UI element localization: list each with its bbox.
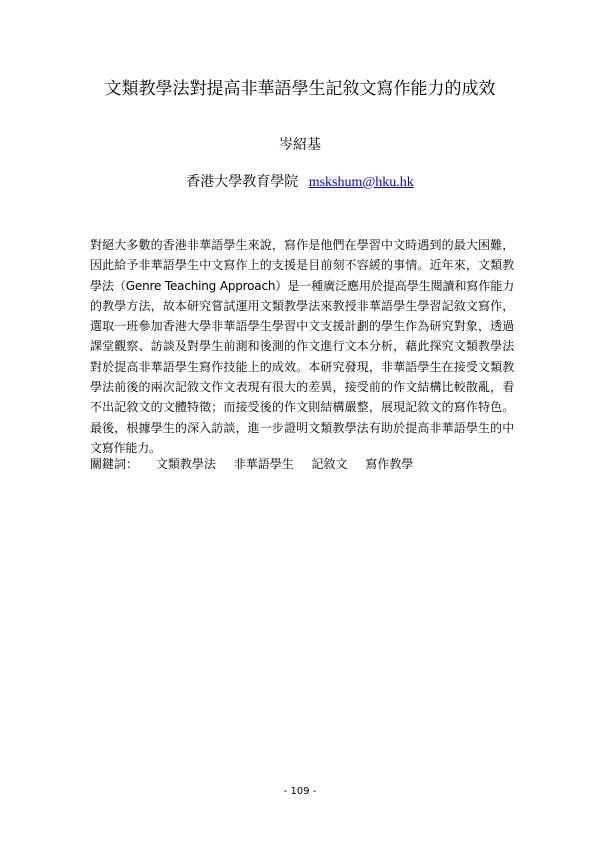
page-number: - 109 - xyxy=(283,786,317,797)
keyword-item: 寫作教學 xyxy=(365,457,414,471)
author-name: 岑紹基 xyxy=(279,137,321,153)
affiliation-line xyxy=(0,173,600,192)
keyword-item: 文類教學法 xyxy=(155,457,216,471)
email-link[interactable]: mskshum@hku.hk xyxy=(308,175,414,190)
keyword-item: 記敘文 xyxy=(311,457,348,471)
keyword-item: 非華語學生 xyxy=(233,457,294,471)
affiliation: 香港大學教育學院 xyxy=(186,174,299,190)
keywords-line xyxy=(90,455,413,473)
abstract-paragraph: 對絕大多數的香港非華語學生來說，寫作是他們在學習中文時遇到的最大困難，因此給予非華語學生中文寫作上的支援是目前刻不容緩的事情。近年來，文類教學法（Genre Teaching Approach）是一種廣泛應用於提高學生閱讀和寫作能力的教學方法，故本研究嘗試運用文類教學法來教授非華語學生學習記敘文寫作，選取一班參加香港大學非華語學生學習中文支援計劃的學生作為研究對象，透過課堂觀察、訪談及對學生前測和後測的作文進行文本分析，藉此探究文類教學法對於提高非華語學生寫作技能上的成效。本研究發現，非華語學生在接受文類教學法前後的兩次記敘文作文表現有很大的差異，接受前的作文結構比較散亂，看不出記敘文的文體特徵；而接受後的作文則結構嚴整，展現記敘文的寫作特色。最後，根據學生的深入訪談，進一步證明文類教學法有助於提高非華語學生的中文寫作能力。 xyxy=(90,238,514,455)
keywords-label: 關鍵詞： xyxy=(90,457,139,471)
paper-title: 文類教學法對提高非華語學生記敘文寫作能力的成效 xyxy=(104,79,496,99)
